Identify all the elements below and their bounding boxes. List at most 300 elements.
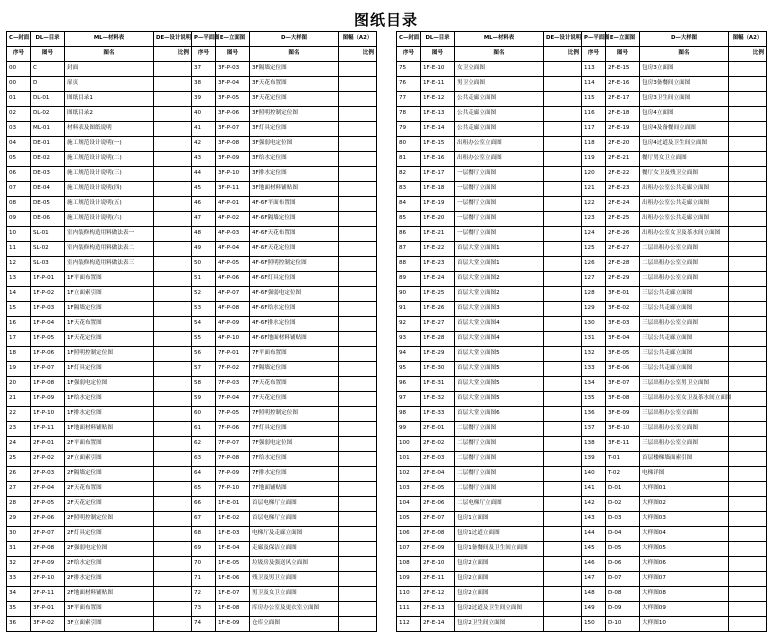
scale-cell xyxy=(154,332,192,347)
sheet-number: 40 xyxy=(192,107,216,122)
drawing-name: 出租办公室公共走廊立面图 xyxy=(640,212,729,227)
drawing-code: 1F-P-10 xyxy=(31,407,65,422)
drawing-name: 首层大堂立面图2 xyxy=(455,272,544,287)
sheet-number: 95 xyxy=(397,362,421,377)
scale-cell xyxy=(154,497,192,512)
drawing-name: 首层大堂立面图4 xyxy=(455,317,544,332)
drawing-code: 1F-E-24 xyxy=(421,272,455,287)
sheet-number: 135 xyxy=(582,392,606,407)
sheet-number: 103 xyxy=(397,482,421,497)
scale-cell xyxy=(544,602,582,617)
table-row xyxy=(397,587,767,602)
drawing-code: 2F-E-26 xyxy=(606,227,640,242)
sheet-number: 146 xyxy=(582,557,606,572)
scale-cell xyxy=(339,122,377,137)
scale-cell xyxy=(544,527,582,542)
scale-cell xyxy=(729,257,767,272)
drawing-code: C xyxy=(31,62,65,77)
drawing-code: 1F-E-32 xyxy=(421,392,455,407)
drawing-code: 3F-P-02 xyxy=(31,617,65,632)
drawing-code: 1F-P-01 xyxy=(31,272,65,287)
scale-cell xyxy=(339,62,377,77)
sheet-number: 142 xyxy=(582,497,606,512)
table-row xyxy=(397,497,767,512)
drawing-name: 大样图02 xyxy=(640,497,729,512)
table-row xyxy=(7,602,377,617)
sheet-number: 93 xyxy=(397,332,421,347)
sheet-number: 03 xyxy=(7,122,31,137)
table-row xyxy=(7,557,377,572)
scale-cell xyxy=(544,377,582,392)
sheet-number: 64 xyxy=(192,467,216,482)
scale-cell xyxy=(544,62,582,77)
scale-cell xyxy=(154,122,192,137)
drawing-name: 3F强弱电定位图 xyxy=(250,137,339,152)
table-row xyxy=(7,137,377,152)
table-row xyxy=(7,317,377,332)
sheet-number: 140 xyxy=(582,467,606,482)
sheet-number: 112 xyxy=(397,617,421,632)
drawing-code: 3F-E-03 xyxy=(606,317,640,332)
scale-cell xyxy=(544,212,582,227)
drawing-name: 材料表及图纸说明 xyxy=(65,122,154,137)
drawing-code: 3F-P-04 xyxy=(216,77,250,92)
drawing-code: 1F-E-21 xyxy=(421,227,455,242)
scale-cell xyxy=(729,512,767,527)
scale-cell xyxy=(154,62,192,77)
drawing-code: 1F-P-09 xyxy=(31,392,65,407)
scale-cell xyxy=(729,212,767,227)
scale-cell xyxy=(729,407,767,422)
drawing-name: 1F隔墙定位图 xyxy=(65,302,154,317)
scale-cell xyxy=(544,332,582,347)
legend-item: P—平面图 xyxy=(582,32,606,47)
drawing-code: 1F-E-08 xyxy=(216,602,250,617)
table-row xyxy=(7,347,377,362)
sheet-number: 104 xyxy=(397,497,421,512)
header-seq: 序号 xyxy=(397,47,421,62)
sheet-number: 26 xyxy=(7,467,31,482)
table-row xyxy=(397,77,767,92)
sheet-number: 55 xyxy=(192,332,216,347)
sheet-number: 84 xyxy=(397,197,421,212)
table-row xyxy=(397,107,767,122)
sheet-number: 66 xyxy=(192,497,216,512)
sheet-number: 06 xyxy=(7,167,31,182)
drawing-code: 1F-E-26 xyxy=(421,302,455,317)
scale-cell xyxy=(729,362,767,377)
sheet-number: 137 xyxy=(582,422,606,437)
scale-cell xyxy=(544,152,582,167)
scale-cell xyxy=(154,542,192,557)
scale-cell xyxy=(154,377,192,392)
drawing-code: 1F-E-29 xyxy=(421,347,455,362)
drawing-code: 1F-E-12 xyxy=(421,92,455,107)
drawing-name: 7F天花布置图 xyxy=(250,377,339,392)
drawing-code: 7F-P-03 xyxy=(216,377,250,392)
sheet-number: 68 xyxy=(192,527,216,542)
sheet-number: 87 xyxy=(397,242,421,257)
scale-cell xyxy=(154,182,192,197)
table-row xyxy=(397,347,767,362)
sheet-number: 12 xyxy=(7,257,31,272)
sheet-number: 105 xyxy=(397,512,421,527)
scale-cell xyxy=(154,482,192,497)
drawing-code: 1F-P-08 xyxy=(31,377,65,392)
sheet-number: 43 xyxy=(192,152,216,167)
sheet-number: 16 xyxy=(7,317,31,332)
scale-cell xyxy=(729,197,767,212)
drawing-name: 包房1备餐间及卫生间立面图 xyxy=(455,542,544,557)
sheet-number: 13 xyxy=(7,272,31,287)
sheet-number: 69 xyxy=(192,542,216,557)
sheet-number: 17 xyxy=(7,332,31,347)
drawing-code: 2F-E-28 xyxy=(606,257,640,272)
table-row xyxy=(7,182,377,197)
scale-cell xyxy=(729,332,767,347)
drawing-code: 3F-P-03 xyxy=(216,62,250,77)
legend-row xyxy=(7,32,377,47)
drawing-code: 1F-P-04 xyxy=(31,317,65,332)
scale-cell xyxy=(339,512,377,527)
drawing-code: 3F-E-08 xyxy=(606,392,640,407)
drawing-code: 1F-E-33 xyxy=(421,407,455,422)
scale-cell xyxy=(544,137,582,152)
table-row xyxy=(397,407,767,422)
table-row xyxy=(397,302,767,317)
sheet-number: 10 xyxy=(7,227,31,242)
drawing-code: 2F-E-22 xyxy=(606,167,640,182)
sheet-number: 92 xyxy=(397,317,421,332)
sheet-number: 138 xyxy=(582,437,606,452)
table-row xyxy=(7,272,377,287)
drawing-code: SL-03 xyxy=(31,257,65,272)
drawing-code: 2F-E-25 xyxy=(606,212,640,227)
sheet-number: 23 xyxy=(7,422,31,437)
sheet-number: 119 xyxy=(582,152,606,167)
drawing-code: 4F-P-05 xyxy=(216,257,250,272)
drawing-code: D-04 xyxy=(606,527,640,542)
sheet-number: 81 xyxy=(397,152,421,167)
sheet-number: 91 xyxy=(397,302,421,317)
legend-item: D—大样图 xyxy=(640,32,729,47)
table-row xyxy=(397,527,767,542)
drawing-code: 2F-P-09 xyxy=(31,557,65,572)
sheet-number: 60 xyxy=(192,407,216,422)
scale-cell xyxy=(339,287,377,302)
sheet-number: 116 xyxy=(582,107,606,122)
scale-cell xyxy=(729,242,767,257)
index-table-left xyxy=(6,31,376,627)
sheet-number: 120 xyxy=(582,167,606,182)
scale-cell xyxy=(339,392,377,407)
drawing-code: DE-06 xyxy=(31,212,65,227)
drawing-code: DL-01 xyxy=(31,92,65,107)
scale-cell xyxy=(544,482,582,497)
sheet-number: 128 xyxy=(582,287,606,302)
scale-cell xyxy=(154,137,192,152)
drawing-code: 4F-P-07 xyxy=(216,287,250,302)
drawing-code: 1F-E-17 xyxy=(421,167,455,182)
drawing-code: 1F-P-06 xyxy=(31,347,65,362)
legend-item: E—立面图 xyxy=(606,32,640,47)
legend-item: E—立面图 xyxy=(216,32,250,47)
sheet-number: 125 xyxy=(582,242,606,257)
sheet-number: 27 xyxy=(7,482,31,497)
drawing-name: 3F给水定位图 xyxy=(250,152,339,167)
drawing-name: 3F立面索引图 xyxy=(65,617,154,632)
drawing-name: 首层大堂立面图1 xyxy=(455,257,544,272)
sheet-number: 54 xyxy=(192,317,216,332)
drawing-code: 2F-P-11 xyxy=(31,587,65,602)
sheet-number: 07 xyxy=(7,182,31,197)
table-row xyxy=(7,437,377,452)
drawing-name: 一层餐厅立面图 xyxy=(455,167,544,182)
drawing-name: 2F隔墙定位图 xyxy=(65,467,154,482)
scale-cell xyxy=(154,437,192,452)
scale-cell xyxy=(339,557,377,572)
sheet-number: 62 xyxy=(192,437,216,452)
scale-cell xyxy=(154,257,192,272)
scale-cell xyxy=(729,482,767,497)
table-row xyxy=(7,122,377,137)
drawing-name: 包房2立面图 xyxy=(455,587,544,602)
table-row xyxy=(7,167,377,182)
scale-cell xyxy=(339,572,377,587)
drawing-name: 3F天花布置图 xyxy=(250,77,339,92)
scale-cell xyxy=(154,167,192,182)
drawing-name: 1F平面布置图 xyxy=(65,272,154,287)
drawing-name: 二层餐厅立面图 xyxy=(455,467,544,482)
scale-cell xyxy=(729,287,767,302)
drawing-code: 2F-E-23 xyxy=(606,182,640,197)
scale-cell xyxy=(339,302,377,317)
drawing-name: 2F灯具定位图 xyxy=(65,527,154,542)
drawing-name: 包房1过道立面图 xyxy=(455,527,544,542)
drawing-name: 封面 xyxy=(65,62,154,77)
drawing-code: D-08 xyxy=(606,587,640,602)
drawing-code: 1F-E-27 xyxy=(421,317,455,332)
drawing-name: 包房3立面图 xyxy=(640,62,729,77)
drawing-code: 1F-E-13 xyxy=(421,107,455,122)
table-row xyxy=(397,257,767,272)
sheet-number: 42 xyxy=(192,137,216,152)
scale-cell xyxy=(339,167,377,182)
drawing-code: 2F-E-05 xyxy=(421,482,455,497)
sheet-number: 14 xyxy=(7,287,31,302)
scale-cell xyxy=(544,497,582,512)
sheet-number: 09 xyxy=(7,212,31,227)
table-row xyxy=(397,617,767,632)
scale-cell xyxy=(729,317,767,332)
drawing-code: SL-01 xyxy=(31,227,65,242)
sheet-number: 107 xyxy=(397,542,421,557)
legend-item: ML—材料表 xyxy=(65,32,154,47)
drawing-code: D-05 xyxy=(606,542,640,557)
scale-cell xyxy=(339,332,377,347)
drawing-name: 首层大堂立面图6 xyxy=(455,407,544,422)
drawing-code: 3F-E-02 xyxy=(606,302,640,317)
scale-cell xyxy=(154,362,192,377)
scale-cell xyxy=(154,92,192,107)
scale-cell xyxy=(544,452,582,467)
table-row xyxy=(397,137,767,152)
drawing-name: 大样图08 xyxy=(640,587,729,602)
scale-cell xyxy=(154,392,192,407)
drawing-name: 图纸目录2 xyxy=(65,107,154,122)
sheet-number: 32 xyxy=(7,557,31,572)
sheet-number: 70 xyxy=(192,557,216,572)
scale-cell xyxy=(154,557,192,572)
scale-cell xyxy=(544,167,582,182)
drawing-code: 1F-E-19 xyxy=(421,197,455,212)
table-row xyxy=(397,317,767,332)
table-row xyxy=(7,392,377,407)
scale-cell xyxy=(729,377,767,392)
drawing-name: 餐厅男女卫立面图 xyxy=(640,152,729,167)
drawing-name: 施工规范设计说明(五) xyxy=(65,197,154,212)
table-row xyxy=(397,152,767,167)
scale-cell xyxy=(154,467,192,482)
scale-cell xyxy=(729,602,767,617)
drawing-code: 7F-P-09 xyxy=(216,467,250,482)
scale-cell xyxy=(544,557,582,572)
drawing-code: 2F-E-16 xyxy=(606,77,640,92)
drawing-code: D-07 xyxy=(606,572,640,587)
table-row xyxy=(7,572,377,587)
drawing-name: 7F强弱电定位图 xyxy=(250,437,339,452)
scale-cell xyxy=(544,437,582,452)
sheet-number: 22 xyxy=(7,407,31,422)
drawing-code: D-10 xyxy=(606,617,640,632)
sheet-number: 127 xyxy=(582,272,606,287)
sheet-number: 114 xyxy=(582,77,606,92)
drawing-name: 二层出租办公室立面图 xyxy=(640,242,729,257)
header-name: 图名 xyxy=(65,47,154,62)
table-row xyxy=(7,152,377,167)
header-code: 图号 xyxy=(216,47,250,62)
drawing-code: 2F-P-06 xyxy=(31,512,65,527)
drawing-name: 4F-6F天花布置图 xyxy=(250,227,339,242)
sheet-number: 37 xyxy=(192,62,216,77)
sheet-number: 53 xyxy=(192,302,216,317)
drawing-code: DE-04 xyxy=(31,182,65,197)
drawing-name: 包房1立面图 xyxy=(455,512,544,527)
header-name: 图名 xyxy=(455,47,544,62)
drawing-name: 一层餐厅立面图 xyxy=(455,227,544,242)
sheet-number: 97 xyxy=(397,392,421,407)
drawing-name: 包房4过道及卫生间立面图 xyxy=(640,137,729,152)
drawing-name: 三层出租办公室男卫立面图 xyxy=(640,377,729,392)
drawing-code: 3F-P-07 xyxy=(216,122,250,137)
drawing-name: 首层大堂立面图3 xyxy=(455,302,544,317)
scale-cell xyxy=(729,497,767,512)
scale-cell xyxy=(729,137,767,152)
drawing-name: 2F天花定位图 xyxy=(65,497,154,512)
scale-cell xyxy=(729,617,767,632)
scale-cell xyxy=(339,77,377,92)
scale-cell xyxy=(154,407,192,422)
scale-cell xyxy=(729,272,767,287)
legend-item: 图幅（A2） xyxy=(729,32,767,47)
scale-cell xyxy=(729,557,767,572)
sheet-number: 46 xyxy=(192,197,216,212)
scale-cell xyxy=(339,107,377,122)
drawing-name: 二层出租办公室立面图 xyxy=(640,257,729,272)
drawing-name: 首层电梯厅立面图 xyxy=(250,512,339,527)
sheet-number: 86 xyxy=(397,227,421,242)
sheet-number: 133 xyxy=(582,362,606,377)
scale-cell xyxy=(729,467,767,482)
drawing-name: 3F排水定位图 xyxy=(250,167,339,182)
scale-cell xyxy=(729,437,767,452)
drawing-code: 1F-E-04 xyxy=(216,542,250,557)
drawing-code: 3F-E-10 xyxy=(606,422,640,437)
table-row xyxy=(397,182,767,197)
table-row xyxy=(7,587,377,602)
drawing-code: 1F-E-11 xyxy=(421,77,455,92)
drawing-name: 一层餐厅立面图 xyxy=(455,197,544,212)
sheet-number: 101 xyxy=(397,452,421,467)
drawing-name: 出租办公室女卫及茶水间立面图 xyxy=(640,227,729,242)
table-row xyxy=(7,107,377,122)
legend-item: DL—目录 xyxy=(31,32,65,47)
header-ratio: 比例 xyxy=(339,47,377,62)
drawing-name: 电梯厅及走廊立面图 xyxy=(250,527,339,542)
drawing-name: 施工规范设计说明(一) xyxy=(65,137,154,152)
drawing-code: 1F-E-16 xyxy=(421,152,455,167)
sheet-number: 109 xyxy=(397,572,421,587)
sheet-number: 78 xyxy=(397,107,421,122)
scale-cell xyxy=(729,77,767,92)
scale-cell xyxy=(154,242,192,257)
drawing-code: D-01 xyxy=(606,482,640,497)
sheet-number: 132 xyxy=(582,347,606,362)
drawing-name: 室内装修构造用料做法表二 xyxy=(65,242,154,257)
sheet-number: 73 xyxy=(192,602,216,617)
table-row xyxy=(7,362,377,377)
drawing-name: 大样图07 xyxy=(640,572,729,587)
drawing-code: 2F-E-24 xyxy=(606,197,640,212)
sheet-number: 96 xyxy=(397,377,421,392)
drawing-name: 1F地面材料铺贴图 xyxy=(65,422,154,437)
sheet-number: 123 xyxy=(582,212,606,227)
drawing-name: 4F-6F强弱电定位图 xyxy=(250,287,339,302)
table-row xyxy=(7,377,377,392)
scale-cell xyxy=(544,407,582,422)
legend-item: DE—设计说明 xyxy=(154,32,192,47)
header-seq: 序号 xyxy=(582,47,606,62)
sheet-number: 90 xyxy=(397,287,421,302)
drawing-name: 3F平面布置图 xyxy=(65,602,154,617)
header-row xyxy=(397,47,767,62)
sheet-number: 98 xyxy=(397,407,421,422)
drawing-name: 男卫及女卫立面图 xyxy=(250,587,339,602)
drawing-code: 4F-P-01 xyxy=(216,197,250,212)
table-row xyxy=(7,332,377,347)
drawing-name: 4F-6F平面布置图 xyxy=(250,197,339,212)
drawing-name: 2F平面布置图 xyxy=(65,437,154,452)
drawing-name: 大样图09 xyxy=(640,602,729,617)
scale-cell xyxy=(154,272,192,287)
table-row xyxy=(397,542,767,557)
drawing-name: 电梯详图 xyxy=(640,467,729,482)
scale-cell xyxy=(729,167,767,182)
sheet-number: 00 xyxy=(7,62,31,77)
drawing-code: 1F-E-23 xyxy=(421,257,455,272)
drawing-code: 2F-E-14 xyxy=(421,617,455,632)
sheet-number: 85 xyxy=(397,212,421,227)
